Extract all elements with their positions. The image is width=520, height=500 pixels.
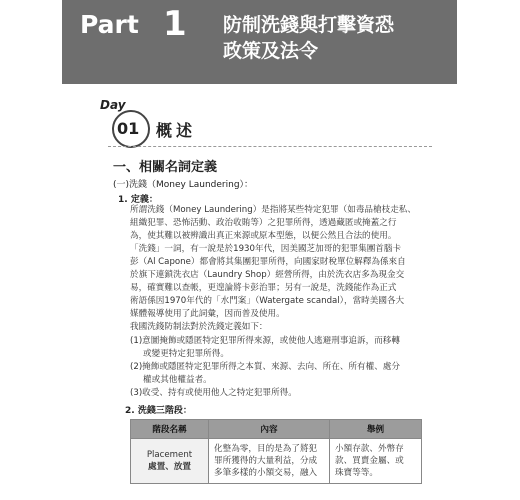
stage-cell	[131, 439, 209, 484]
text-line: 小額存款、外幣存	[335, 444, 404, 454]
column-header: 舉例	[330, 420, 422, 439]
part-label: Part	[80, 10, 139, 39]
definition-title: 1. 定義：	[118, 195, 158, 205]
stage-english: Placement	[146, 450, 193, 460]
history-paragraph	[130, 243, 428, 321]
text-line: 款、買賣金屬、或	[335, 456, 404, 466]
part-number: 1	[163, 4, 187, 44]
text-line: 於旗下連鎖洗衣店（Laundry Shop）經營所得，由於洗衣店多為現金交	[130, 270, 405, 280]
text-line: 「洗錢」一詞，有一說是於1930年代，因美國芝加哥的犯罪集團首腦卡	[130, 244, 402, 254]
list-item	[130, 387, 428, 400]
text-line: (3)收受、持有或使用他人之特定犯罪所得。	[130, 388, 297, 398]
text-line: 我國洗錢防制法對於洗錢定義如下：	[130, 322, 268, 332]
column-header: 內容	[209, 420, 330, 439]
part-title-line-2: 政策及法令	[223, 40, 319, 62]
text-line: 多筆多樣的小額交易，融入	[214, 468, 318, 478]
list-item	[130, 361, 428, 387]
text-line: 所謂洗錢（Money Laundering）是指將某些特定犯罪（如毒品槍枝走私、	[130, 205, 416, 215]
day-title: 概述	[156, 121, 197, 140]
text-line: 彭（Al Capone）都會將其集團犯罪所得，向國家財稅單位解釋為係來自	[130, 257, 406, 267]
text-line: 罪所獲得的大量利益，分成	[214, 456, 318, 466]
definition-paragraph	[130, 204, 428, 243]
section-subheading: (一)洗錢（Money Laundering）：	[113, 180, 254, 190]
text-line: 珠寶等等。	[335, 468, 378, 478]
text-line: 組織犯罪、恐怖活動、政治收賄等）之犯罪所得，透過藏匿或掩蓋之行	[130, 218, 397, 228]
table-header-row	[131, 420, 422, 439]
content-cell	[209, 439, 330, 484]
list-item	[130, 335, 428, 361]
text-line: 術語係因1970年代的「水門案」（Watergate scandal），當時美國各大	[130, 296, 405, 306]
text-line: (1)意圖掩飾或隱匿特定犯罪所得來源，或使他人逃避刑事追訴，而移轉	[130, 336, 400, 346]
stage-chinese: 處置、放置	[148, 462, 191, 472]
text-line: 或變更特定犯罪所得。	[143, 349, 229, 359]
day-number: 01	[117, 119, 140, 138]
stages-title: 2. 洗錢三階段：	[125, 406, 192, 416]
text-line: 為，使其難以被辨識出真正來源或原本型態，以便公然且合法的使用。	[130, 231, 397, 241]
part-title	[223, 12, 394, 64]
section-heading: 一、相關名詞定義	[113, 160, 218, 175]
text-line: 易，確實難以查帳，更遑論將卡彭治罪；另有一說是，洗錢能作為正式	[130, 283, 397, 293]
table-row	[131, 439, 422, 484]
part-title-line-1: 防制洗錢與打擊資恐	[223, 14, 395, 36]
text-line: 媒體報導使用了此詞彙，因而普及使用。	[130, 309, 285, 319]
text-line: 權或其他權益者。	[143, 375, 212, 385]
column-header: 階段名稱	[131, 420, 209, 439]
text-line: (2)掩飾或隱匿特定犯罪所得之本質、來源、去向、所在、所有權、處分	[130, 362, 400, 372]
day-label: Day	[100, 98, 126, 112]
text-line: 化整為零，目的是為了將犯	[214, 444, 318, 454]
law-intro	[130, 321, 428, 334]
example-cell	[330, 439, 422, 484]
stages-table	[130, 419, 422, 484]
day-divider	[108, 146, 432, 147]
